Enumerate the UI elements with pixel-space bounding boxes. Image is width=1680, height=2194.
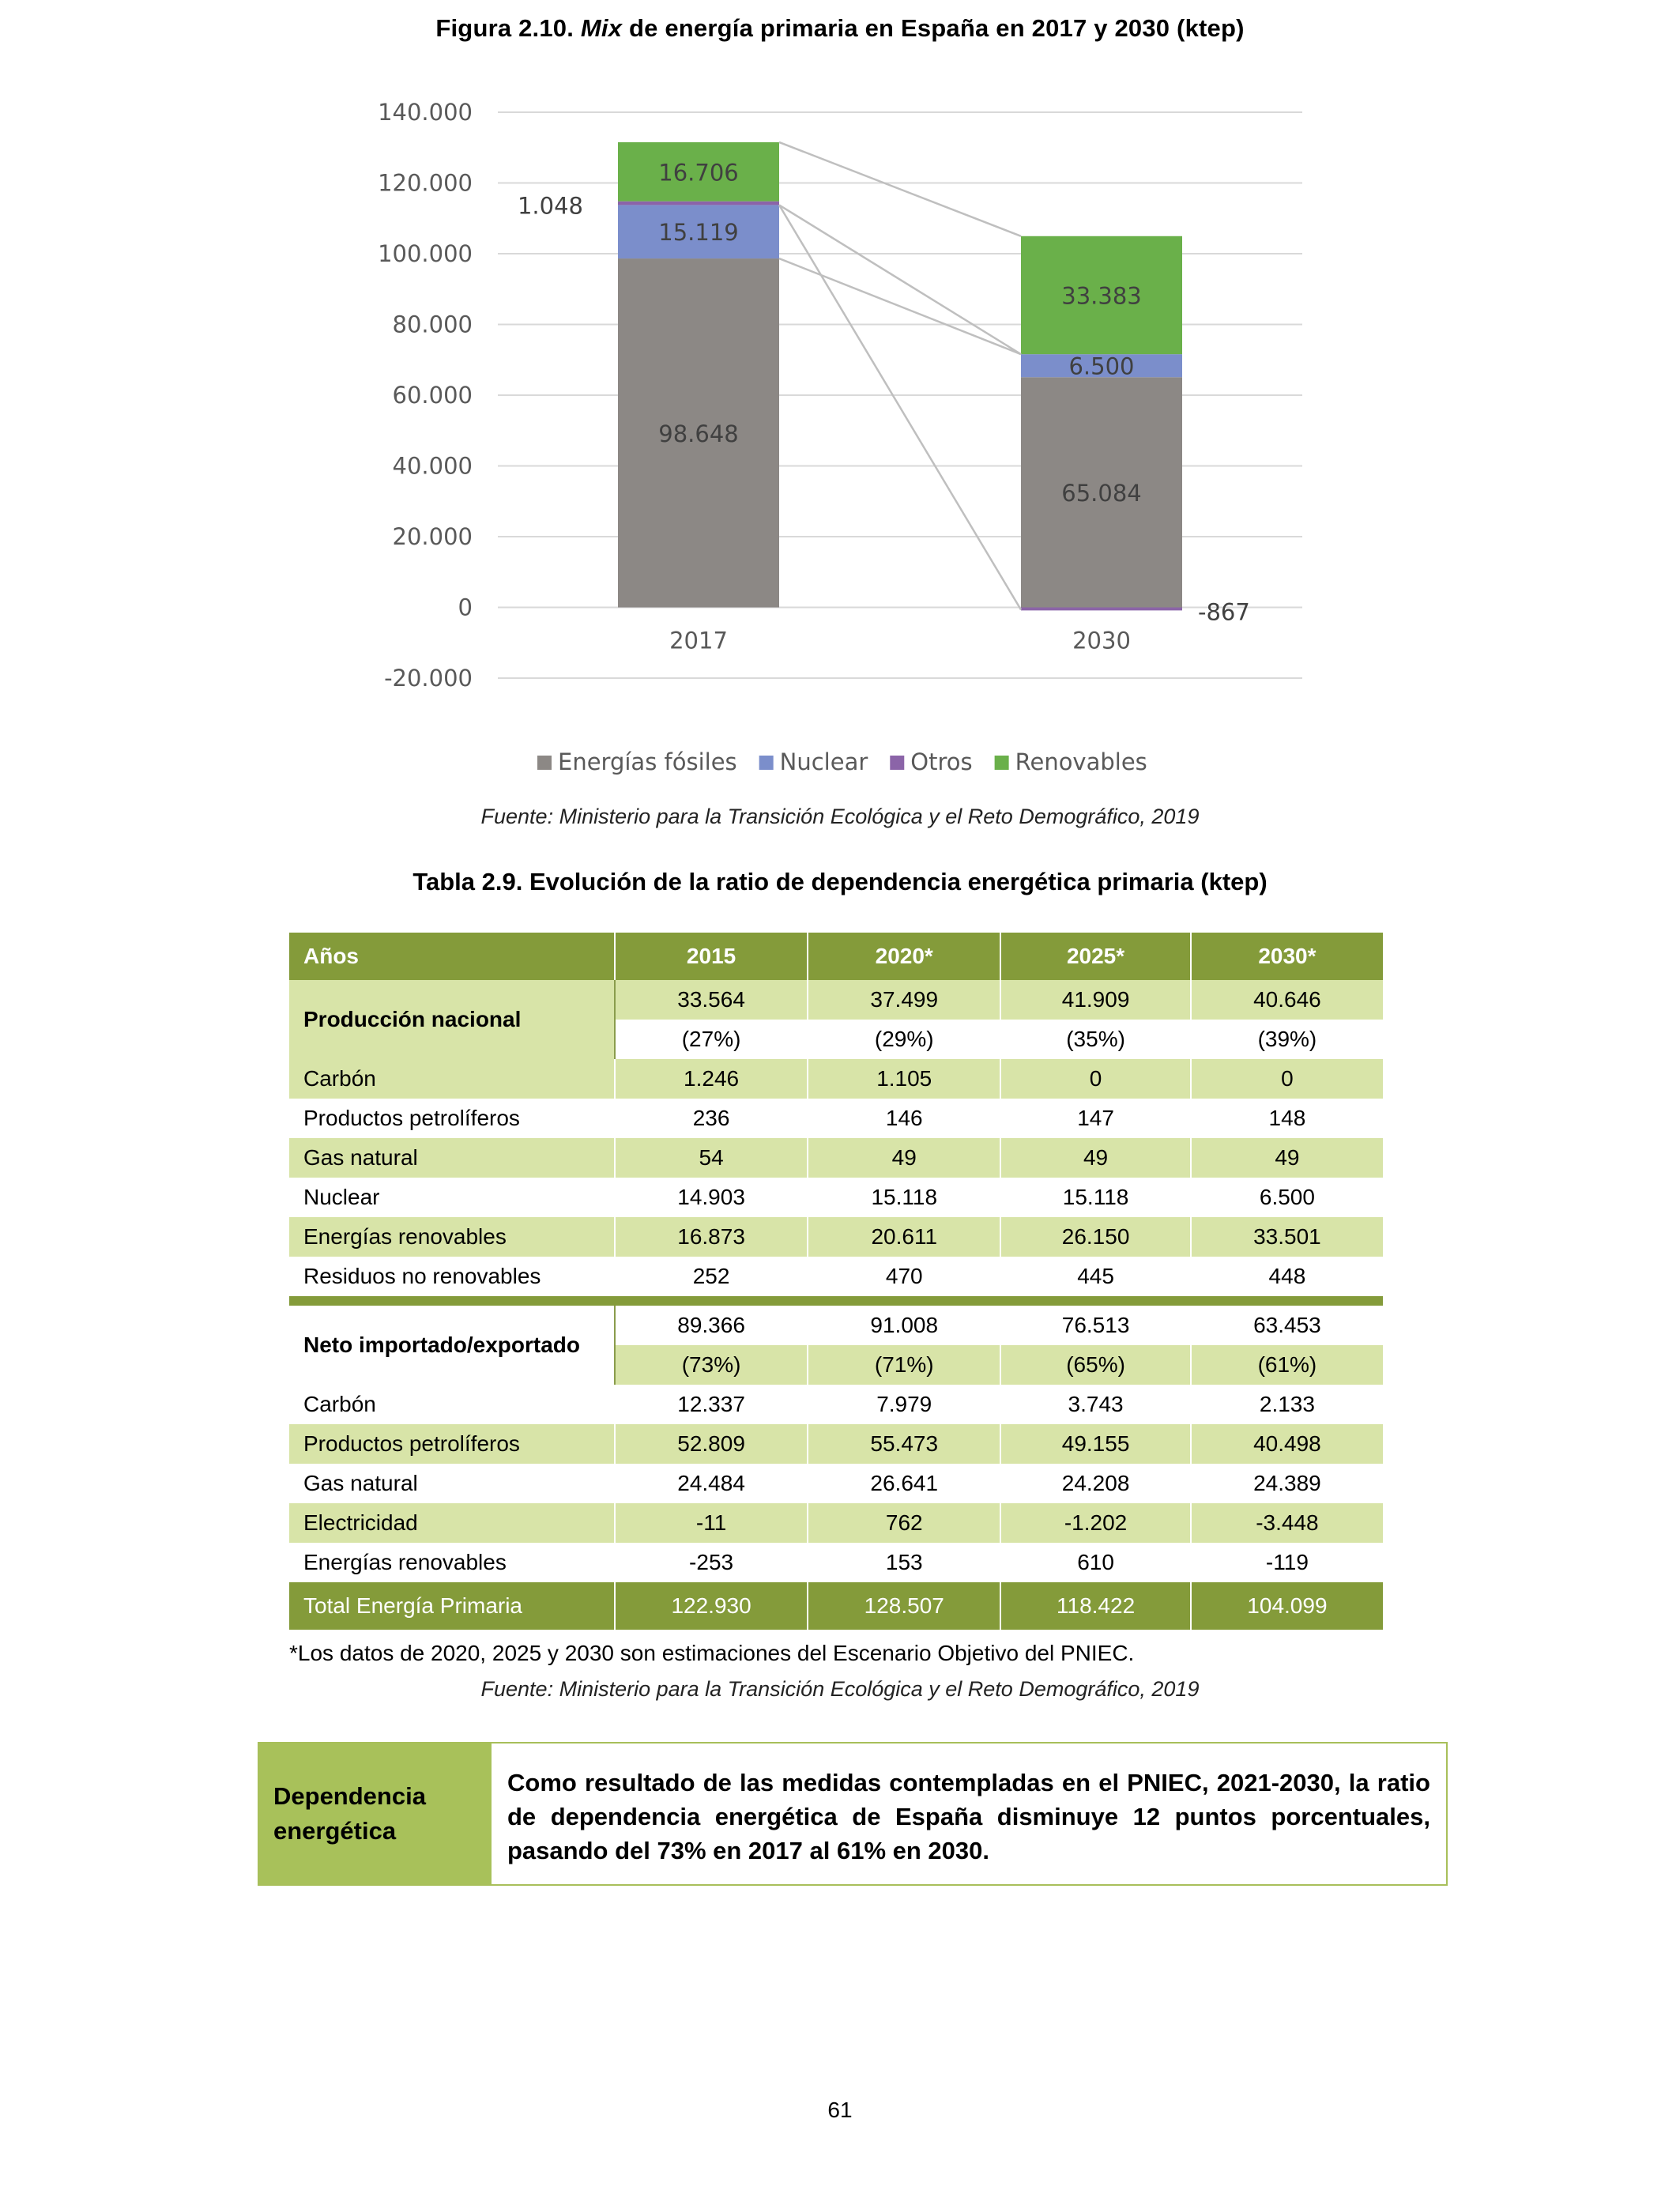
table-cell: 26.150 bbox=[1000, 1217, 1191, 1257]
table-row bbox=[289, 1099, 1384, 1138]
connector-line bbox=[779, 142, 1021, 236]
energy-mix-chart bbox=[0, 71, 1680, 798]
legend-swatch bbox=[890, 756, 904, 770]
table-cell: 3.743 bbox=[1000, 1385, 1191, 1424]
legend-label: Nuclear bbox=[779, 748, 868, 775]
legend-label: Otros bbox=[910, 748, 973, 775]
table-cell: 12.337 bbox=[615, 1385, 808, 1424]
header-2015: 2015 bbox=[615, 933, 808, 980]
neto-total-row bbox=[289, 1306, 1384, 1345]
bar-segment bbox=[618, 202, 779, 205]
row-label: Productos petrolíferos bbox=[289, 1424, 615, 1464]
table-row bbox=[289, 1217, 1384, 1257]
y-tick-label: 120.000 bbox=[378, 169, 473, 197]
table-separator bbox=[289, 1296, 1384, 1306]
total-label: Total Energía Primaria bbox=[289, 1582, 615, 1630]
table-cell: 1.105 bbox=[808, 1059, 1000, 1099]
table-cell: 448 bbox=[1191, 1257, 1384, 1296]
produccion-label: Producción nacional bbox=[289, 980, 615, 1059]
legend-label: Energías fósiles bbox=[558, 748, 737, 775]
y-tick-label: 80.000 bbox=[392, 311, 473, 338]
table-row bbox=[289, 1503, 1384, 1543]
header-2030: 2030* bbox=[1191, 933, 1384, 980]
table-cell: 153 bbox=[808, 1543, 1000, 1582]
table-cell: 146 bbox=[808, 1099, 1000, 1138]
table-cell: 24.389 bbox=[1191, 1464, 1384, 1503]
table-cell: (65%) bbox=[1000, 1345, 1191, 1385]
table-cell: 49 bbox=[1191, 1138, 1384, 1178]
figure-title-rest: de energía primaria en España en 2017 y 2030 (ktep) bbox=[622, 14, 1245, 42]
table-row bbox=[289, 1464, 1384, 1503]
y-tick-label: -20.000 bbox=[384, 665, 473, 692]
callout-label: Dependencia energética bbox=[259, 1744, 492, 1884]
table-cell: (35%) bbox=[1000, 1020, 1191, 1059]
table-cell: 236 bbox=[615, 1099, 808, 1138]
table-cell: 147 bbox=[1000, 1099, 1191, 1138]
table-cell: 33.564 bbox=[615, 980, 808, 1020]
legend-label: Renovables bbox=[1015, 748, 1147, 775]
legend-swatch bbox=[537, 756, 552, 770]
y-tick-label: 100.000 bbox=[378, 240, 473, 267]
figure-title bbox=[0, 14, 1680, 43]
table-header-row bbox=[289, 933, 1384, 980]
y-tick-label: 0 bbox=[458, 594, 473, 621]
table-row bbox=[289, 1424, 1384, 1464]
table-cell: -1.202 bbox=[1000, 1503, 1191, 1543]
table-cell: 1.246 bbox=[615, 1059, 808, 1099]
connector-line bbox=[779, 258, 1021, 354]
table-source: Fuente: Ministerio para la Transición Ecológica y el Reto Demográfico, 2019 bbox=[480, 1677, 1200, 1701]
neto-label: Neto importado/exportado bbox=[289, 1306, 615, 1385]
table-cell: 610 bbox=[1000, 1543, 1191, 1582]
table-cell: 24.208 bbox=[1000, 1464, 1191, 1503]
table-cell: 33.501 bbox=[1191, 1217, 1384, 1257]
legend-swatch bbox=[759, 756, 774, 770]
table-cell: 16.873 bbox=[615, 1217, 808, 1257]
data-label: 33.383 bbox=[1061, 282, 1142, 310]
bar-segment bbox=[1021, 608, 1182, 611]
connector-line bbox=[779, 205, 1021, 609]
table-row bbox=[289, 1138, 1384, 1178]
x-tick-label: 2030 bbox=[1072, 627, 1131, 654]
table-cell: 15.118 bbox=[808, 1178, 1000, 1217]
table-cell: (73%) bbox=[615, 1345, 808, 1385]
table-cell: -11 bbox=[615, 1503, 808, 1543]
table-row bbox=[289, 1178, 1384, 1217]
table-cell: 49 bbox=[1000, 1138, 1191, 1178]
row-label: Carbón bbox=[289, 1385, 615, 1424]
data-label: 65.084 bbox=[1061, 479, 1142, 507]
table-cell: 52.809 bbox=[615, 1424, 808, 1464]
table-row bbox=[289, 1257, 1384, 1296]
table-cell: 252 bbox=[615, 1257, 808, 1296]
table-cell: 104.099 bbox=[1191, 1582, 1384, 1630]
row-label: Gas natural bbox=[289, 1464, 615, 1503]
data-label: 6.500 bbox=[1068, 352, 1135, 380]
table-cell: 49.155 bbox=[1000, 1424, 1191, 1464]
table-title: Tabla 2.9. Evolución de la ratio de dependencia energética primaria (ktep) bbox=[412, 868, 1268, 895]
row-label: Energías renovables bbox=[289, 1543, 615, 1582]
table-cell: 148 bbox=[1191, 1099, 1384, 1138]
y-tick-label: 40.000 bbox=[392, 452, 473, 480]
row-label: Residuos no renovables bbox=[289, 1257, 615, 1296]
table-row bbox=[289, 1385, 1384, 1424]
table-cell: 40.646 bbox=[1191, 980, 1384, 1020]
table-cell: 63.453 bbox=[1191, 1306, 1384, 1345]
y-tick-label: 140.000 bbox=[378, 99, 473, 126]
table-cell: 54 bbox=[615, 1138, 808, 1178]
header-years: Años bbox=[289, 933, 615, 980]
table-cell: 762 bbox=[808, 1503, 1000, 1543]
row-label: Nuclear bbox=[289, 1178, 615, 1217]
table-cell: (39%) bbox=[1191, 1020, 1384, 1059]
table-cell: 26.641 bbox=[808, 1464, 1000, 1503]
table-cell: -253 bbox=[615, 1543, 808, 1582]
table-row bbox=[289, 1543, 1384, 1582]
table-cell: 0 bbox=[1000, 1059, 1191, 1099]
x-tick-label: 2017 bbox=[669, 627, 728, 654]
table-cell: -3.448 bbox=[1191, 1503, 1384, 1543]
callout-box bbox=[258, 1742, 1448, 1886]
y-tick-label: 60.000 bbox=[392, 382, 473, 409]
page-number: 61 bbox=[827, 2098, 853, 2122]
table-cell: 24.484 bbox=[615, 1464, 808, 1503]
header-2020: 2020* bbox=[808, 933, 1000, 980]
table-cell: 76.513 bbox=[1000, 1306, 1191, 1345]
row-label: Productos petrolíferos bbox=[289, 1099, 615, 1138]
dependency-table bbox=[289, 933, 1384, 1630]
table-cell: 15.118 bbox=[1000, 1178, 1191, 1217]
table-cell: 2.133 bbox=[1191, 1385, 1384, 1424]
table-cell: 122.930 bbox=[615, 1582, 808, 1630]
data-label: -867 bbox=[1198, 598, 1250, 626]
total-row bbox=[289, 1582, 1384, 1630]
header-2025: 2025* bbox=[1000, 933, 1191, 980]
connector-line bbox=[779, 205, 1021, 354]
table-cell: 40.498 bbox=[1191, 1424, 1384, 1464]
table-cell: 20.611 bbox=[808, 1217, 1000, 1257]
table-cell: (71%) bbox=[808, 1345, 1000, 1385]
table-cell: 0 bbox=[1191, 1059, 1384, 1099]
table-cell: 470 bbox=[808, 1257, 1000, 1296]
table-cell: -119 bbox=[1191, 1543, 1384, 1582]
table-cell: 7.979 bbox=[808, 1385, 1000, 1424]
table-cell: 41.909 bbox=[1000, 980, 1191, 1020]
legend-swatch bbox=[995, 756, 1009, 770]
table-cell: 6.500 bbox=[1191, 1178, 1384, 1217]
callout-text: Como resultado de las medidas contempladas en el PNIEC, 2021-2030, la ratio de dependencia energética de España disminuye 12 puntos porcentuales, pasando del 73% en 2017 al 61% en 2030. bbox=[507, 1769, 1430, 1864]
figure-source: Fuente: Ministerio para la Transición Ecológica y el Reto Demográfico, 2019 bbox=[480, 805, 1200, 828]
row-label: Electricidad bbox=[289, 1503, 615, 1543]
data-label: 15.119 bbox=[658, 219, 739, 247]
table-cell: (29%) bbox=[808, 1020, 1000, 1059]
table-cell: 128.507 bbox=[808, 1582, 1000, 1630]
table-cell: 14.903 bbox=[615, 1178, 808, 1217]
row-label: Carbón bbox=[289, 1059, 615, 1099]
table-cell: 55.473 bbox=[808, 1424, 1000, 1464]
row-label: Energías renovables bbox=[289, 1217, 615, 1257]
data-label: 98.648 bbox=[658, 420, 739, 447]
table-note: *Los datos de 2020, 2025 y 2030 son estimaciones del Escenario Objetivo del PNIEC. bbox=[289, 1641, 1135, 1665]
data-label: 1.048 bbox=[517, 192, 583, 220]
table-cell: (61%) bbox=[1191, 1345, 1384, 1385]
y-tick-label: 20.000 bbox=[392, 523, 473, 550]
produccion-total-row bbox=[289, 980, 1384, 1020]
table-cell: (27%) bbox=[615, 1020, 808, 1059]
table-row bbox=[289, 1059, 1384, 1099]
table-cell: 49 bbox=[808, 1138, 1000, 1178]
table-cell: 118.422 bbox=[1000, 1582, 1191, 1630]
row-label: Gas natural bbox=[289, 1138, 615, 1178]
table-cell: 37.499 bbox=[808, 980, 1000, 1020]
table-cell: 89.366 bbox=[615, 1306, 808, 1345]
figure-title-prefix: Figura 2.10. bbox=[435, 14, 581, 42]
figure-title-emphasis: Mix bbox=[580, 14, 623, 42]
data-label: 16.706 bbox=[658, 159, 739, 187]
table-cell: 91.008 bbox=[808, 1306, 1000, 1345]
table-cell: 445 bbox=[1000, 1257, 1191, 1296]
